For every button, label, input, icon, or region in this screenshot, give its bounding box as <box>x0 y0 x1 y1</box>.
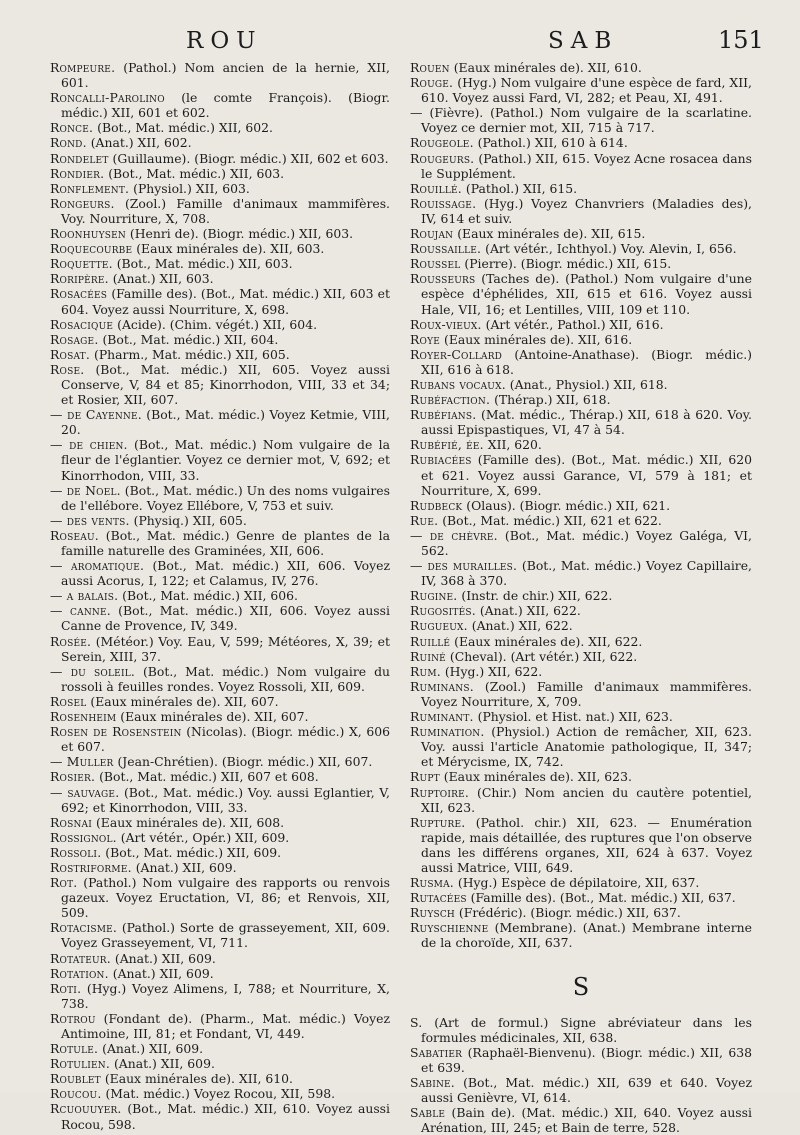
entry-headword: — de Cayenne. <box>50 407 142 423</box>
entry-text: (Art de formul.) Signe abréviateur dans les formules médicinales, XII, 638. <box>421 1014 752 1045</box>
entry-text: (le comte François). (Biogr. médic.) XII, 601 et 602. <box>61 90 390 121</box>
index-entry <box>50 588 390 603</box>
index-entry <box>410 196 752 226</box>
entry-text: (Anat.) XII, 622. <box>471 618 573 634</box>
entry-text: (Bot., Mat. médic.) XII, 639 et 640. Voyez aussi Genièvre, VI, 614. <box>421 1074 752 1105</box>
entry-text: (Bot., Mat. médic.) XII, 603. <box>108 165 285 181</box>
index-entry <box>410 1105 752 1135</box>
entry-headword: Rosacique <box>50 316 114 332</box>
index-entry <box>410 377 752 392</box>
index-entry <box>410 588 752 603</box>
index-entry <box>50 860 390 875</box>
entry-text: (Pathol.) XII, 610 à 614. <box>477 135 628 151</box>
index-entry <box>410 603 752 618</box>
index-entry <box>50 528 390 558</box>
index-entry <box>50 196 390 226</box>
entry-text: XII, 620. <box>487 437 542 453</box>
entry-headword: Rotulien. <box>50 1056 111 1072</box>
index-entry <box>50 407 390 437</box>
index-entry <box>410 679 752 709</box>
entry-text: (Eaux minérales de). XII, 610. <box>453 60 642 75</box>
entry-headword: Rugueux. <box>410 618 468 634</box>
page-header <box>0 22 800 56</box>
index-entry <box>50 769 390 784</box>
entry-text: (Bot., Mat. médic.) Genre de plantes de la famille naturelle des Graminées, XII, 606. <box>61 527 390 558</box>
entry-headword: Rosacées <box>50 286 108 302</box>
index-entry <box>50 634 390 664</box>
entry-headword: — Muller <box>50 754 114 770</box>
entry-headword: Rcuouuyer. <box>50 1101 122 1117</box>
left-column <box>50 60 390 1132</box>
entry-text: (Bot., Mat. médic.) XII, 609. <box>105 844 282 860</box>
index-entry <box>410 1015 752 1045</box>
entry-text: (Pathol.) Nom ancien de la hernie, XII, 601. <box>61 60 390 91</box>
entry-headword: Rugine. <box>410 588 458 604</box>
entry-headword: Roquette. <box>50 256 113 272</box>
entry-headword: — du soleil. <box>50 663 136 679</box>
index-entry <box>50 166 390 181</box>
entry-text: (Hyg.) Voyez Alimens, I, 788; et Nourriture, X, 738. <box>61 980 390 1011</box>
index-entry <box>50 1071 390 1086</box>
entry-headword: Rougeurs. <box>410 150 475 166</box>
entry-text: (Henri de). (Biogr. médic.) XII, 603. <box>129 226 354 242</box>
entry-text: (Famille des). (Bot., Mat. médic.) XII, 637. <box>470 890 736 906</box>
index-entry <box>50 603 390 633</box>
entry-headword: Rubéfié, ée. <box>410 437 484 453</box>
index-entry <box>410 105 752 135</box>
index-entry <box>410 890 752 905</box>
entry-headword: Rosnai <box>50 814 93 830</box>
entry-headword: Roti. <box>50 980 82 996</box>
entry-text: (Thérap.) XII, 618. <box>494 392 611 408</box>
entry-headword: Roux-vieux. <box>410 316 482 332</box>
index-entry <box>410 392 752 407</box>
index-entry <box>50 785 390 815</box>
entry-text: (Physiol. et Hist. nat.) XII, 623. <box>477 709 673 725</box>
entry-headword: Rubéfaction. <box>410 392 491 408</box>
entry-text: (Bot., Mat. médic.) XII, 606. Voyez aussi Acorus, I, 122; et Calamus, IV, 276. <box>61 558 390 589</box>
entry-headword: Rosel <box>50 693 87 709</box>
index-entry <box>50 241 390 256</box>
index-entry <box>410 271 752 316</box>
index-entry <box>410 528 752 558</box>
entry-text: (Art vétér., Ichthyol.) Voy. Alevin, I, 656. <box>485 241 737 257</box>
index-entry <box>410 724 752 769</box>
entry-headword: Rongeurs. <box>50 195 115 211</box>
entry-text: (Membrane). (Anat.) Membrane interne de la choroïde, XII, 637. <box>421 920 752 951</box>
index-entry <box>50 1041 390 1056</box>
entry-text: (Eaux minérales de). XII, 616. <box>443 331 633 347</box>
entry-text: (Hyg.) XII, 622. <box>444 663 543 679</box>
index-entry <box>410 452 752 497</box>
entry-headword: Rotule. <box>50 1041 99 1057</box>
entry-text: (Hyg.) Espèce de dépilatoire, XII, 637. <box>457 875 700 891</box>
entry-text: (Pathol.) Nom vulgaire des rapports ou renvois gazeux. Voyez Eructation, VI, 86; et Renvois, XII, 509. <box>61 875 390 921</box>
entry-text: (Bot., Mat. médic.) Voyez Galéga, VI, 562. <box>421 527 752 558</box>
entry-text: (Bot., Mat. médic.) XII, 606. Voyez aussi Canne de Provence, IV, 349. <box>61 603 390 634</box>
entry-text: (Famille des). (Bot., Mat. médic.) XII, 603 et 604. Voyez aussi Nourriture, X, 698. <box>61 286 390 317</box>
entry-headword: Roncalli-Parolino <box>50 90 165 106</box>
entry-headword: Ronflement. <box>50 180 130 196</box>
index-entry <box>410 226 752 241</box>
index-entry <box>50 151 390 166</box>
index-entry <box>410 75 752 105</box>
entry-text: (Eaux minérales de). XII, 608. <box>95 814 285 830</box>
index-entry <box>50 90 390 120</box>
entry-headword: Rondier. <box>50 165 105 181</box>
entry-text: (Bot., Mat. médic.) XII, 621 et 622. <box>442 512 662 528</box>
entry-headword: Ronce. <box>50 120 94 136</box>
entry-headword: Rouillé. <box>410 180 462 196</box>
index-entry <box>410 151 752 181</box>
entry-text: (Taches de). (Pathol.) Nom vulgaire d'une espèce d'éphélides, XII, 615 et 616. Voyez aussi Hale, VII, 16; et Lentilles, VIII, 109 et 110. <box>421 271 752 317</box>
index-entry <box>50 256 390 271</box>
index-entry <box>410 920 752 950</box>
entry-headword: Sabine. <box>410 1074 455 1090</box>
entry-headword: — aromatique. <box>50 558 145 574</box>
entry-text: (Anat.) XII, 622. <box>479 603 581 619</box>
entry-text: (Anat.) XII, 602. <box>90 135 192 151</box>
entry-text: (Physiq.) XII, 605. <box>133 512 247 528</box>
index-entry <box>50 483 390 513</box>
entry-headword: Rum. <box>410 663 441 679</box>
entry-headword: — des vents. <box>50 512 130 528</box>
entry-text: (Zool.) Famille d'animaux mammifères. Voyez Nourriture, X, 709. <box>421 678 752 709</box>
index-entry <box>410 649 752 664</box>
index-entry <box>50 1011 390 1041</box>
entry-text: (Art vétér., Opér.) XII, 609. <box>120 829 290 845</box>
entry-headword: Roublet <box>50 1071 101 1087</box>
index-entry <box>50 120 390 135</box>
index-entry <box>50 920 390 950</box>
index-entry <box>410 905 752 920</box>
entry-headword: Rosage. <box>50 331 99 347</box>
entry-text: (Zool.) Famille d'animaux mammifères. Voy. Nourriture, X, 708. <box>61 195 390 226</box>
entry-text: (Pierre). (Biogr. médic.) XII, 615. <box>464 256 672 272</box>
entry-headword: — des murailles. <box>410 558 518 574</box>
entry-text: (Bot., Mat. médic.) XII, 610. Voyez aussi Rocou, 598. <box>61 1101 390 1132</box>
entry-text: (Bot., Mat. médic.) Voy. aussi Eglantier, V, 692; et Kinorrhodon, VIII, 33. <box>61 784 390 815</box>
index-entry <box>50 1086 390 1101</box>
entry-text: (Eaux minérales de). XII, 622. <box>454 633 643 649</box>
entry-text: (Pathol.) XII, 615. <box>465 180 578 196</box>
index-entry <box>50 181 390 196</box>
index-entry <box>410 1045 752 1075</box>
index-entry <box>50 875 390 920</box>
entry-headword: Rouen <box>410 60 450 75</box>
entry-headword: Roonhuysen <box>50 226 126 242</box>
entry-text: (Anat.) XII, 609. <box>113 1056 215 1072</box>
entry-headword: Rougeole. <box>410 135 474 151</box>
index-entry <box>410 317 752 332</box>
entry-text: (Olaus). (Biogr. médic.) XII, 621. <box>466 497 671 513</box>
entry-headword: Rutacées <box>410 890 467 906</box>
entry-headword: Roussel <box>410 256 461 272</box>
entry-text: (Fièvre). (Pathol.) Nom vulgaire de la scarlatine. Voyez ce dernier mot, XII, 715 à 717. <box>421 105 752 136</box>
entry-text: (Eaux minérales de). XII, 607. <box>120 709 309 725</box>
entry-headword: Ruyschienne <box>410 920 489 936</box>
running-head-left: ROU <box>186 28 263 54</box>
index-entry <box>410 634 752 649</box>
index-entry <box>410 769 752 784</box>
entry-text: (Chir.) Nom ancien du cautère potentiel, XII, 623. <box>421 784 752 815</box>
index-entry <box>50 754 390 769</box>
entry-headword: Ruiné <box>410 648 446 664</box>
section-letter: S <box>572 972 590 1001</box>
entry-headword: Roquecourbe <box>50 241 133 257</box>
index-entry <box>50 664 390 694</box>
entry-headword: Rusma. <box>410 875 454 891</box>
entry-text: (Eaux minérales de). XII, 610. <box>104 1071 293 1087</box>
entry-text: (Météor.) Voy. Eau, V, 599; Météores, X, 39; et Serein, XIII, 37. <box>61 633 390 664</box>
entry-text: (Pharm., Mat. médic.) XII, 605. <box>93 346 290 362</box>
entry-headword: Sabatier <box>410 1044 463 1060</box>
index-entry <box>410 347 752 377</box>
entry-text: (Bot., Mat. médic.) XII, 607 et 608. <box>99 769 319 785</box>
entry-headword: Rubiacées <box>410 452 472 468</box>
index-entry <box>50 226 390 241</box>
index-entry <box>50 1056 390 1071</box>
entry-text: (Raphaël-Bienvenu). (Biogr. médic.) XII, 638 et 639. <box>421 1044 752 1075</box>
entry-text: (Bain de). (Mat. médic.) XII, 640. Voyez aussi Arénation, III, 245; et Bain de terre, 528. <box>421 1105 752 1135</box>
entry-headword: Rotation. <box>50 965 109 981</box>
entry-text: (Anat., Physiol.) XII, 618. <box>509 376 668 392</box>
entry-text: (Bot., Mat. médic.) Nom vulgaire du rossoli à feuilles rondes. Voyez Rossoli, XII, 609. <box>61 663 390 694</box>
entry-headword: Rudbeck <box>410 497 463 513</box>
entry-headword: Rouge. <box>410 75 454 91</box>
entry-headword: Sable <box>410 1105 446 1121</box>
page-number: 151 <box>718 26 764 54</box>
entry-text: (Bot., Mat. médic.) Voyez Capillaire, IV, 368 à 370. <box>421 558 752 589</box>
entry-headword: Rondelet <box>50 150 109 166</box>
entry-headword: Rubéfians. <box>410 407 477 423</box>
index-entry <box>410 407 752 437</box>
entry-headword: — canne. <box>50 603 111 619</box>
index-entry <box>410 1075 752 1105</box>
index-entry <box>410 241 752 256</box>
index-entry <box>410 135 752 150</box>
entry-headword: Rosier. <box>50 769 96 785</box>
index-entry <box>410 785 752 815</box>
entry-text: (Bot., Mat. médic.) XII, 606. <box>122 588 299 604</box>
index-entry <box>410 60 752 75</box>
s-section-entries <box>410 1015 752 1135</box>
index-entry <box>410 664 752 679</box>
entry-headword: Rousseurs <box>410 271 476 287</box>
entry-headword: Rotateur. <box>50 950 111 966</box>
entry-text: (Bot., Mat. médic.) XII, 605. Voyez aussi Conserve, V, 84 et 85; Kinorrhodon, VIII, 33 et 34; et Rosier, XII, 607. <box>61 361 390 408</box>
index-entry <box>410 498 752 513</box>
entry-headword: Ruysch <box>410 905 455 921</box>
index-entry <box>410 618 752 633</box>
index-entry <box>410 437 752 452</box>
index-entry <box>50 513 390 528</box>
entry-text: (Anat.) XII, 609. <box>114 950 216 966</box>
entry-headword: Rossoli. <box>50 844 102 860</box>
entry-text: (Eaux minérales de). XII, 607. <box>90 693 279 709</box>
entry-headword: Roujan <box>410 226 454 242</box>
entry-text: (Cheval). (Art vétér.) XII, 622. <box>449 648 638 664</box>
entry-text: (Art vétér., Pathol.) XII, 616. <box>485 316 664 332</box>
entry-text: (Anat.) XII, 609. <box>102 1041 204 1057</box>
index-entry <box>50 1101 390 1131</box>
entry-headword: — de chien. <box>50 437 128 453</box>
entry-headword: — <box>410 105 423 121</box>
entry-text: (Guillaume). (Biogr. médic.) XII, 602 et 603. <box>112 150 389 166</box>
index-entry <box>50 271 390 286</box>
entry-headword: Rotacisme. <box>50 920 118 936</box>
entry-text: (Bot., Mat. médic.) Voyez Ketmie, VIII, 20. <box>61 407 390 438</box>
entry-text: (Instr. de chir.) XII, 622. <box>461 588 613 604</box>
entry-headword: Rosenheim <box>50 709 117 725</box>
entry-text: (Physiol.) Action de remâcher, XII, 623. Voy. aussi l'article Anatomie pathologique, II, 347; et Mérycisme, IX, 742. <box>421 724 752 770</box>
entry-text: (Bot., Mat. médic.) XII, 603. <box>116 256 293 272</box>
index-entry <box>50 558 390 588</box>
entry-text: (Nicolas). (Biogr. médic.) X, 606 et 607. <box>61 724 390 755</box>
entry-text: (Famille des). (Bot., Mat. médic.) XII, 620 et 621. Voyez aussi Garance, VI, 579 à 181; et Nourriture, X, 699. <box>421 452 752 498</box>
index-entry <box>50 362 390 407</box>
entry-text: (Eaux minérales de). XII, 615. <box>457 226 646 242</box>
entry-text: (Hyg.) Voyez Chanvriers (Maladies des), IV, 614 et suiv. <box>421 195 752 226</box>
index-entry <box>50 694 390 709</box>
entry-headword: Rostriforme. <box>50 859 132 875</box>
entry-headword: Rond. <box>50 135 87 151</box>
running-head-right: SAB <box>548 28 619 54</box>
entry-headword: — de chèvre. <box>410 527 498 543</box>
index-entry <box>50 815 390 830</box>
entry-text: (Antoine-Anathase). (Biogr. médic.) XII, 616 à 618. <box>421 346 752 377</box>
entry-text: (Fondant de). (Pharm., Mat. médic.) Voyez Antimoine, III, 81; et Fondant, VI, 449. <box>61 1010 390 1041</box>
index-entry <box>410 256 752 271</box>
entry-headword: — de Noel. <box>50 482 121 498</box>
entry-text: (Anat.) XII, 603. <box>112 271 214 287</box>
entry-headword: Rot. <box>50 875 78 891</box>
entry-headword: Rouissage. <box>410 195 477 211</box>
entry-headword: Rumination. <box>410 724 485 740</box>
entry-headword: Roucou. <box>50 1086 102 1102</box>
entry-headword: Rubans vocaux. <box>410 376 506 392</box>
entry-headword: S. <box>410 1014 423 1030</box>
entry-headword: Roussaille. <box>410 241 482 257</box>
entry-headword: Rose. <box>50 361 85 377</box>
entry-headword: — a balais. <box>50 588 119 604</box>
entry-text: (Bot., Mat. médic.) Un des noms vulgaires de l'ellébore. Voyez Ellébore, V, 753 et suiv. <box>61 482 390 513</box>
entry-headword: Roripère. <box>50 271 109 287</box>
right-column-entries <box>410 60 752 951</box>
index-entry <box>50 845 390 860</box>
entry-text: (Bot., Mat. médic.) XII, 602. <box>97 120 273 136</box>
right-column <box>410 60 752 1135</box>
entry-headword: Rotrou <box>50 1010 96 1026</box>
index-entry <box>50 830 390 845</box>
entry-text: (Pathol.) Sorte de grasseyement, XII, 609. Voyez Grasseyement, VI, 711. <box>61 920 390 951</box>
entry-text: (Mat. médic., Thérap.) XII, 618 à 620. Voy. aussi Epispastiques, VI, 47 à 54. <box>421 407 752 438</box>
index-entry <box>50 135 390 150</box>
entry-headword: Rosée. <box>50 633 92 649</box>
entry-headword: — sauvage. <box>50 784 120 800</box>
index-entry <box>50 317 390 332</box>
index-entry <box>50 286 390 316</box>
index-entry <box>50 437 390 482</box>
entry-headword: Rupture. <box>410 814 466 830</box>
entry-text: (Mat. médic.) Voyez Rocou, XII, 598. <box>105 1086 336 1102</box>
entry-text: (Pathol. chir.) XII, 623. — Enumération rapide, mais détaillée, des ruptures que l'on observe dans les différens organes, XII, 624 à 637. Voyez aussi Matrice, VIII, 649. <box>421 814 752 875</box>
entry-headword: Ruillé <box>410 633 451 649</box>
index-entry <box>50 981 390 1011</box>
index-entry <box>410 815 752 875</box>
index-entry <box>410 558 752 588</box>
entry-headword: Ruminant. <box>410 709 474 725</box>
index-entry <box>50 347 390 362</box>
index-entry <box>410 181 752 196</box>
index-entry <box>50 951 390 966</box>
index-entry <box>410 709 752 724</box>
entry-headword: Rosen de Rosenstein <box>50 724 182 740</box>
entry-text: (Eaux minérales de). XII, 623. <box>443 769 632 785</box>
index-entry <box>50 332 390 347</box>
entry-headword: Rompeure. <box>50 60 116 75</box>
index-entry <box>50 966 390 981</box>
entry-text: (Eaux minérales de). XII, 603. <box>136 241 325 257</box>
entry-headword: Rosat. <box>50 346 91 362</box>
entry-headword: Ruptoire. <box>410 784 469 800</box>
entry-text: (Bot., Mat. médic.) XII, 604. <box>102 331 279 347</box>
entry-headword: Rupt <box>410 769 440 785</box>
entry-text: (Frédéric). (Biogr. médic.) XII, 637. <box>458 905 681 921</box>
entry-headword: Rue. <box>410 512 439 528</box>
index-entry <box>50 60 390 90</box>
entry-text: (Anat.) XII, 609. <box>135 859 237 875</box>
entry-text: (Bot., Mat. médic.) Nom vulgaire de la fleur de l'églantier. Voyez ce dernier mot, V, 692; et Kinorrhodon, VIII, 33. <box>61 437 390 483</box>
entry-headword: Rossignol. <box>50 829 117 845</box>
entry-text: (Hyg.) Nom vulgaire d'une espèce de fard, XII, 610. Voyez aussi Fard, VI, 282; et Peau, XI, 491. <box>421 75 752 106</box>
entry-text: (Jean-Chrétien). (Biogr. médic.) XII, 607. <box>117 754 373 770</box>
index-entry <box>410 513 752 528</box>
entry-headword: Roseau. <box>50 527 99 543</box>
entry-headword: Roye <box>410 331 441 347</box>
entry-text: (Pathol.) XII, 615. Voyez Acne rosacea dans le Supplément. <box>421 150 752 181</box>
entry-headword: Rugosités. <box>410 603 476 619</box>
index-entry <box>50 709 390 724</box>
entry-headword: Royer-Collard <box>410 346 503 362</box>
entry-headword: Ruminans. <box>410 678 474 694</box>
entry-text: (Acide). (Chim. végét.) XII, 604. <box>117 316 318 332</box>
entry-text: (Physiol.) XII, 603. <box>133 180 250 196</box>
index-entry <box>410 332 752 347</box>
entry-text: (Anat.) XII, 609. <box>112 965 214 981</box>
index-entry <box>410 875 752 890</box>
index-entry <box>50 724 390 754</box>
